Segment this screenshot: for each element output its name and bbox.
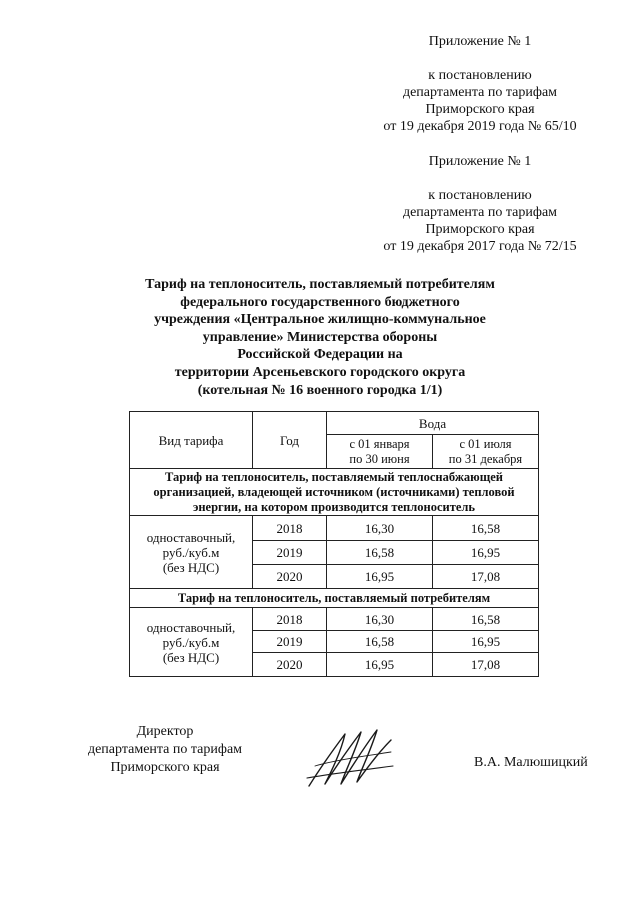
handwritten-signature — [305, 726, 395, 792]
appendix-title: Приложение № 1 — [428, 154, 532, 169]
header-period-1 — [327, 435, 433, 469]
year-cell: 2019 — [253, 541, 327, 565]
section-title-row — [130, 469, 539, 516]
period-1-start: с 01 января — [349, 436, 410, 451]
tariff-type-line: (без НДС) — [162, 649, 220, 665]
tariff-type-line: руб./куб.м — [162, 544, 220, 560]
tariff-type-cell — [130, 608, 253, 677]
title-line: федерального государственного бюджетного — [180, 294, 460, 310]
title-line: Тариф на теплоноситель, поставляемый потребителям — [145, 277, 495, 292]
period-2-end: по 31 декабря — [448, 451, 523, 466]
tariff-type-cell — [130, 516, 253, 589]
appendix-header-2019 — [360, 33, 600, 135]
value-cell: 16,95 — [327, 653, 433, 677]
appendix-date-line: от 19 декабря 2017 года № 72/15 — [383, 239, 577, 254]
value-cell: 16,58 — [327, 631, 433, 653]
tariff-table — [129, 411, 539, 677]
header-tariff-type: Вид тарифа — [130, 412, 253, 469]
header-water: Вода — [327, 412, 539, 435]
value-cell: 16,95 — [433, 541, 539, 565]
appendix-line: департамента по тарифам — [402, 205, 558, 220]
value-cell: 16,30 — [327, 608, 433, 631]
header-year: Год — [253, 412, 327, 469]
tariff-type-line: одноставочный, — [146, 619, 236, 635]
value-cell: 17,08 — [433, 565, 539, 589]
tariff-type-line: руб./куб.м — [162, 634, 220, 650]
appendix-title: Приложение № 1 — [428, 34, 532, 49]
signer-position-line: департамента по тарифам — [87, 742, 243, 757]
signer-position — [60, 723, 270, 777]
section-title: Тариф на теплоноситель, поставляемый теплоснабжающей организацией, владеющей источником (источниками) тепловой энергии, на котором производится теплоноситель — [130, 469, 539, 516]
value-cell: 16,58 — [327, 541, 433, 565]
appendix-line: Приморского края — [425, 102, 535, 117]
title-line: (котельная № 16 военного городка 1/1) — [197, 382, 443, 398]
signer-position-line: Приморского края — [110, 760, 220, 775]
value-cell: 16,95 — [327, 565, 433, 589]
year-cell: 2018 — [253, 516, 327, 541]
appendix-line: к постановлению — [428, 188, 532, 203]
value-cell: 17,08 — [433, 653, 539, 677]
year-cell: 2020 — [253, 565, 327, 589]
title-line: учреждения «Центральное жилищно-коммунальное — [154, 312, 486, 328]
document-title — [80, 276, 560, 399]
signer-name: В.А. Малюшицкий — [474, 755, 588, 770]
section-title-row — [130, 589, 539, 608]
title-line: Российской Федерации на — [237, 347, 403, 363]
period-2-start: с 01 июля — [459, 436, 512, 451]
title-line: управление» Министерства обороны — [202, 329, 438, 345]
header-period-2 — [433, 435, 539, 469]
value-cell: 16,58 — [433, 608, 539, 631]
value-cell: 16,95 — [433, 631, 539, 653]
tariff-type-line: одноставочный, — [146, 529, 236, 545]
tariff-type-line: (без НДС) — [162, 559, 220, 575]
header-row — [130, 412, 539, 435]
table-row — [130, 608, 539, 631]
year-cell: 2020 — [253, 653, 327, 677]
appendix-line: департамента по тарифам — [402, 85, 558, 100]
year-cell: 2019 — [253, 631, 327, 653]
appendix-date-line: от 19 декабря 2019 года № 65/10 — [383, 119, 577, 134]
appendix-line: Приморского края — [425, 222, 535, 237]
table-row — [130, 516, 539, 541]
value-cell: 16,58 — [433, 516, 539, 541]
period-1-end: по 30 июня — [349, 451, 410, 466]
title-line: территории Арсеньевского городского округа — [174, 364, 466, 380]
appendix-header-2017 — [360, 153, 600, 255]
value-cell: 16,30 — [327, 516, 433, 541]
signer-position-line: Директор — [136, 724, 194, 739]
year-cell: 2018 — [253, 608, 327, 631]
appendix-line: к постановлению — [428, 68, 532, 83]
section-title: Тариф на теплоноситель, поставляемый потребителям — [130, 589, 539, 608]
